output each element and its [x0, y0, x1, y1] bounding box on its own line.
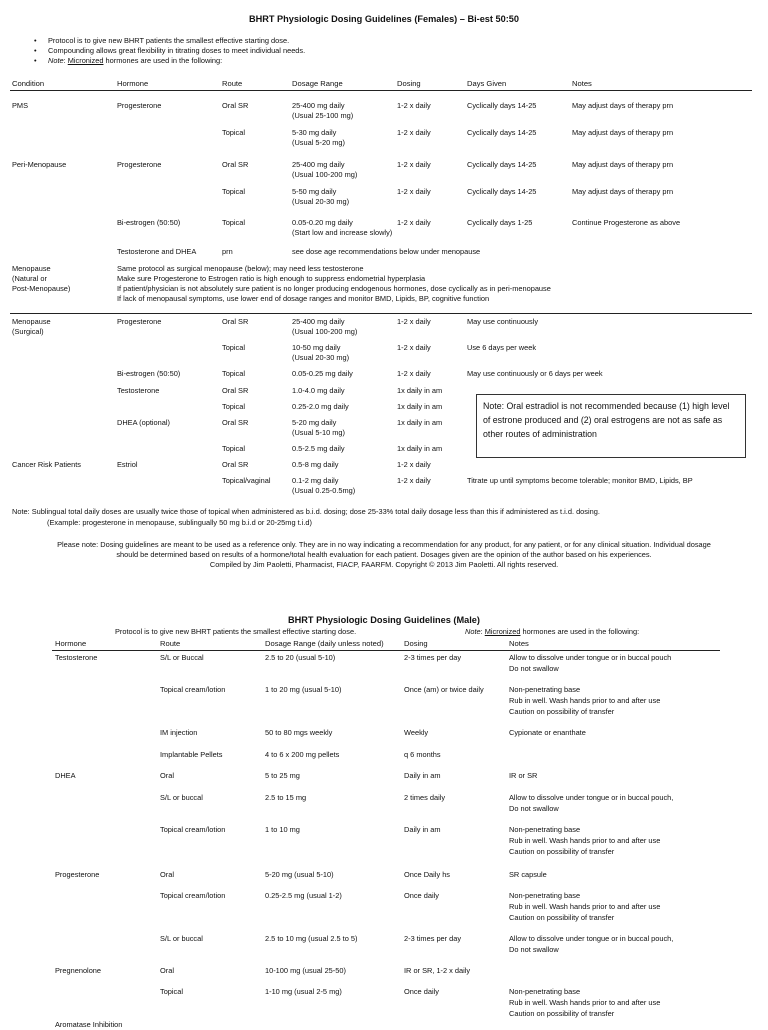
male-note-label: Note: [465, 627, 481, 636]
male-table-cell: Allow to dissolve under tongue or in buccal pouch,: [509, 934, 674, 943]
female-table-cell: 0.5-8 mg daily: [292, 460, 339, 469]
male-table-cell: Weekly: [404, 728, 429, 737]
female-table-cell: Progesterone: [117, 101, 162, 110]
female-table-cell: Topical: [222, 343, 246, 352]
male-table-cell: 2.5 to 20 (usual 5-10): [265, 653, 336, 662]
female-table-cell: Continue Progesterone as above: [572, 218, 681, 227]
female-table-cell: (Usual 100-200 mg): [292, 170, 358, 179]
female-table-cell: (Usual 5-20 mg): [292, 138, 345, 147]
male-table-cell: Implantable Pellets: [160, 750, 223, 759]
male-table-cell: Caution on possibility of transfer: [509, 707, 615, 716]
female-table-cell: Progesterone: [117, 160, 162, 169]
female-table-cell: (Usual 25-100 mg): [292, 111, 354, 120]
male-table-cell: S/L or Buccal: [160, 653, 204, 662]
female-table-cell: Menopause: [12, 317, 51, 326]
oral-estradiol-note-box: [476, 394, 746, 458]
male-table-cell: Oral: [160, 771, 174, 780]
female-table-cell: 5-50 mg daily: [292, 187, 337, 196]
male-table-cell: 1-10 mg (usual 2-5 mg): [265, 987, 342, 996]
female-table-cell: Bi-estrogen (50:50): [117, 369, 181, 378]
male-table-cell: 5-20 mg (usual 5-10): [265, 870, 334, 879]
male-table-cell: Aromatase Inhibition: [55, 1020, 123, 1029]
female-column-header: Notes: [572, 79, 592, 88]
female-bullet-3: [48, 56, 222, 66]
male-table-cell: 2-3 times per day: [404, 653, 462, 662]
female-table-cell: 1-2 x daily: [397, 317, 431, 326]
female-table-cell: 1x daily in am: [397, 386, 443, 395]
oral-estradiol-note: Note: Oral estradiol is not recommended because (1) high level of estrone produced and (2) oral estrogens are not as safe as other routes of administration: [483, 401, 730, 439]
male-micronized-word: Micronized: [484, 627, 521, 636]
female-table-cell: Topical: [222, 128, 246, 137]
male-protocol: Protocol is to give new BHRT patients the smallest effective starting dose.: [115, 627, 357, 636]
male-note-suffix: hormones are used in the following:: [520, 627, 640, 636]
male-table-cell: Rub in well. Wash hands prior to and after use: [509, 902, 661, 911]
male-table-cell: Rub in well. Wash hands prior to and after use: [509, 836, 661, 845]
female-table-cell: Topical: [222, 444, 246, 453]
male-table-cell: IM injection: [160, 728, 198, 737]
female-table-cell: May adjust days of therapy prn: [572, 128, 674, 137]
female-table-cell: (Usual 5-10 mg): [292, 428, 345, 437]
female-table-cell: Make sure Progesterone to Estrogen ratio is high enough to suppress endometrial hyperplasia: [117, 274, 426, 283]
female-table-cell: 1-2 x daily: [397, 218, 431, 227]
female-table-cell: Oral SR: [222, 101, 249, 110]
male-table-cell: Topical cream/lotion: [160, 685, 226, 694]
disclaimer-line-2: should be determined based on results of a hormone/total health evaluation for each patient. Dosages given are the opinion of the author based on his experiences.: [116, 550, 652, 559]
male-table-cell: Once (am) or twice daily: [404, 685, 484, 694]
female-table-cell: Oral SR: [222, 460, 249, 469]
female-table-cell: 1.0-4.0 mg daily: [292, 386, 345, 395]
female-table-cell: 1-2 x daily: [397, 369, 431, 378]
female-table-cell: Progesterone: [117, 317, 162, 326]
female-table-cell: see dose age recommendations below under menopause: [292, 247, 481, 256]
male-table-cell: Caution on possibility of transfer: [509, 847, 615, 856]
female-table-cell: (Usual 0.25-0.5mg): [292, 486, 356, 495]
male-table-cell: Once Daily hs: [404, 870, 451, 879]
female-table-cell: Estriol: [117, 460, 138, 469]
male-note: [465, 627, 639, 637]
male-column-header: Dosing: [404, 639, 428, 648]
male-table-cell: 2-3 times per day: [404, 934, 462, 943]
male-table-cell: Non-penetrating base: [509, 825, 581, 834]
female-table-cell: Topical: [222, 402, 246, 411]
female-table-cell: 1x daily in am: [397, 402, 443, 411]
male-table-cell: Oral: [160, 870, 174, 879]
female-table-cell: 1-2 x daily: [397, 343, 431, 352]
male-table-cell: Daily in am: [404, 771, 441, 780]
male-table-cell: Daily in am: [404, 825, 441, 834]
male-table-cell: SR capsule: [509, 870, 547, 879]
copyright-line: Compiled by Jim Paoletti, Pharmacist, FIACP, FAARFM. Copyright © 2013 Jim Paoletti. All rights reserved.: [209, 560, 559, 569]
female-table-cell: 1-2 x daily: [397, 101, 431, 110]
female-column-header: Dosage Range: [292, 79, 343, 88]
male-table-cell: Caution on possibility of transfer: [509, 1009, 615, 1018]
note-label: Note: [48, 56, 64, 65]
female-table-cell: 0.25-2.0 mg daily: [292, 402, 349, 411]
female-table-cell: Oral SR: [222, 418, 249, 427]
male-table-cell: 10-100 mg (usual 25-50): [265, 966, 346, 975]
male-column-header: Dosage Range (daily unless noted): [265, 639, 384, 648]
female-table-cell: Testosterone and DHEA: [117, 247, 197, 256]
female-table-cell: (Start low and increase slowly): [292, 228, 393, 237]
male-table-cell: Do not swallow: [509, 945, 559, 954]
female-table-cell: (Natural or: [12, 274, 47, 283]
female-table-cell: 25-400 mg daily: [292, 160, 345, 169]
female-bullet-2: • Compounding allows great flexibility in titrating doses to meet individual needs.: [48, 46, 305, 56]
female-table-cell: Topical: [222, 218, 246, 227]
female-table-cell: (Surgical): [12, 327, 44, 336]
female-table-cell: 0.5-2.5 mg daily: [292, 444, 345, 453]
female-table-cell: Bi-estrogen (50:50): [117, 218, 181, 227]
male-title: BHRT Physiologic Dosing Guidelines (Male): [288, 615, 480, 625]
male-table-cell: Once daily: [404, 987, 439, 996]
female-table-cell: Same protocol as surgical menopause (below); may need less testosterone: [117, 264, 364, 273]
female-table-cell: 1-2 x daily: [397, 460, 431, 469]
male-column-header: Hormone: [55, 639, 87, 648]
male-table-cell: Topical: [160, 987, 184, 996]
female-table-cell: Oral SR: [222, 160, 249, 169]
female-table-cell: 5-20 mg daily: [292, 418, 337, 427]
female-table-cell: 25-400 mg daily: [292, 317, 345, 326]
female-table-cell: May adjust days of therapy prn: [572, 101, 674, 110]
micronized-word: Micronized: [67, 56, 104, 65]
male-table-cell: Topical cream/lotion: [160, 825, 226, 834]
female-column-header: Days Given: [467, 79, 507, 88]
female-table-cell: Cancer Risk Patients: [12, 460, 82, 469]
male-table-cell: 4 to 6 x 200 mg pellets: [265, 750, 340, 759]
female-table-cell: 10-50 mg daily: [292, 343, 341, 352]
male-table-cell: S/L or buccal: [160, 793, 203, 802]
male-table-cell: 2.5 to 15 mg: [265, 793, 307, 802]
female-table-cell: Cyclically days 14-25: [467, 187, 537, 196]
male-table-cell: S/L or buccal: [160, 934, 203, 943]
male-table-cell: Do not swallow: [509, 664, 559, 673]
female-table-cell: 1-2 x daily: [397, 187, 431, 196]
male-table-cell: 2.5 to 10 mg (usual 2.5 to 5): [265, 934, 358, 943]
female-table-cell: May adjust days of therapy prn: [572, 187, 674, 196]
male-table-cell: Once daily: [404, 891, 439, 900]
female-table-cell: 1-2 x daily: [397, 476, 431, 485]
male-column-header: Route: [160, 639, 181, 648]
male-table-cell: q 6 months: [404, 750, 441, 759]
male-table-cell: Allow to dissolve under tongue or in buccal pouch: [509, 653, 672, 662]
male-table-cell: Rub in well. Wash hands prior to and after use: [509, 998, 661, 1007]
female-column-header: Dosing: [397, 79, 421, 88]
female-table-cell: 25-400 mg daily: [292, 101, 345, 110]
female-column-header: Route: [222, 79, 243, 88]
male-note-colon: :: [480, 627, 485, 636]
menopause-divider: [10, 313, 752, 314]
male-table-cell: DHEA: [55, 771, 76, 780]
female-table-cell: May use continuously: [467, 317, 539, 326]
male-table-cell: Testosterone: [55, 653, 98, 662]
male-table-cell: 1 to 10 mg: [265, 825, 300, 834]
male-header-rule: [52, 650, 720, 651]
female-table-cell: 5-30 mg daily: [292, 128, 337, 137]
male-column-header: Notes: [509, 639, 529, 648]
female-table-cell: (Usual 100-200 mg): [292, 327, 358, 336]
male-table-cell: 0.25-2.5 mg (usual 1-2): [265, 891, 342, 900]
female-table-cell: Post-Menopause): [12, 284, 71, 293]
male-table-cell: Cypionate or enanthate: [509, 728, 586, 737]
female-table-cell: Cyclically days 14-25: [467, 101, 537, 110]
female-table-cell: Testosterone: [117, 386, 160, 395]
male-table-cell: Non-penetrating base: [509, 685, 581, 694]
male-table-cell: Rub in well. Wash hands prior to and after use: [509, 696, 661, 705]
female-table-cell: Cyclically days 14-25: [467, 160, 537, 169]
male-table-cell: 5 to 25 mg: [265, 771, 300, 780]
female-table-cell: 1-2 x daily: [397, 128, 431, 137]
male-table-cell: Do not swallow: [509, 804, 559, 813]
female-table-cell: (Usual 20-30 mg): [292, 353, 350, 362]
note-colon: :: [63, 56, 68, 65]
male-table-cell: Progesterone: [55, 870, 100, 879]
female-table-cell: Menopause: [12, 264, 51, 273]
female-table-cell: 1-2 x daily: [397, 160, 431, 169]
female-table-cell: May adjust days of therapy prn: [572, 160, 674, 169]
female-table-cell: (Usual 20-30 mg): [292, 197, 350, 206]
note-suffix: hormones are used in the following:: [103, 56, 223, 65]
female-column-header: Condition: [12, 79, 45, 88]
male-table-cell: Caution on possibility of transfer: [509, 913, 615, 922]
disclaimer-line-1: Please note: Dosing guidelines are meant to be used as a reference only. They are in no way indicating a recommendation for any product, for any patient, or for any clinical situation. Individual dosage: [57, 540, 711, 549]
female-table-cell: 0.1-2 mg daily: [292, 476, 339, 485]
sublingual-note: Note: Sublingual total daily doses are usually twice those of topical when administered as b.i.d. dosing; dose 25-33% total daily dosage less than this if administered as t.i.d. dosing.: [12, 507, 600, 516]
female-table-cell: Peri-Menopause: [12, 160, 67, 169]
male-table-cell: Non-penetrating base: [509, 987, 581, 996]
male-table-cell: 1 to 20 mg (usual 5-10): [265, 685, 342, 694]
female-table-cell: 1x daily in am: [397, 444, 443, 453]
female-table-cell: If lack of menopausal symptoms, use lower end of dosage ranges and monitor BMD, Lipids, BP, cognitive function: [117, 294, 490, 303]
female-table-cell: Oral SR: [222, 317, 249, 326]
female-table-cell: prn: [222, 247, 233, 256]
female-table-cell: Use 6 days per week: [467, 343, 537, 352]
female-table-cell: Cyclically days 14-25: [467, 128, 537, 137]
female-table-cell: PMS: [12, 101, 29, 110]
female-table-cell: Titrate up until symptoms become tolerable; monitor BMD, Lipids, BP: [467, 476, 693, 485]
male-table-cell: IR or SR, 1-2 x daily: [404, 966, 471, 975]
male-table-cell: Non-penetrating base: [509, 891, 581, 900]
female-table-cell: 0.05-0.20 mg daily: [292, 218, 353, 227]
female-table-cell: Topical: [222, 369, 246, 378]
female-table-cell: Oral SR: [222, 386, 249, 395]
female-table-cell: Cyclically days 1-25: [467, 218, 533, 227]
female-table-cell: DHEA (optional): [117, 418, 170, 427]
male-table-cell: Allow to dissolve under tongue or in buccal pouch,: [509, 793, 674, 802]
female-table-cell: May use continuously or 6 days per week: [467, 369, 603, 378]
male-table-cell: 2 times daily: [404, 793, 446, 802]
male-table-cell: Oral: [160, 966, 174, 975]
male-table-cell: Pregnenolone: [55, 966, 102, 975]
female-column-header: Hormone: [117, 79, 149, 88]
male-table-cell: 50 to 80 mgs weekly: [265, 728, 333, 737]
female-header-rule: [10, 90, 752, 91]
female-title: BHRT Physiologic Dosing Guidelines (Females) – Bi-est 50:50: [248, 14, 520, 24]
male-table-cell: Topical cream/lotion: [160, 891, 226, 900]
male-table-cell: IR or SR: [509, 771, 538, 780]
female-table-cell: Topical/vaginal: [222, 476, 271, 485]
female-table-cell: 1x daily in am: [397, 418, 443, 427]
female-table-cell: Topical: [222, 187, 246, 196]
female-bullet-1: • Protocol is to give new BHRT patients the smallest effective starting dose.: [48, 36, 289, 46]
sublingual-example: (Example: progesterone in menopause, sublingually 50 mg b.i.d or 20-25mg t.i.d): [47, 518, 312, 527]
female-table-cell: 0.05-0.25 mg daily: [292, 369, 353, 378]
female-table-cell: If patient/physician is not absolutely sure patient is no longer producing endogenous hormones, dose cyclically as in peri-menopause: [117, 284, 551, 293]
